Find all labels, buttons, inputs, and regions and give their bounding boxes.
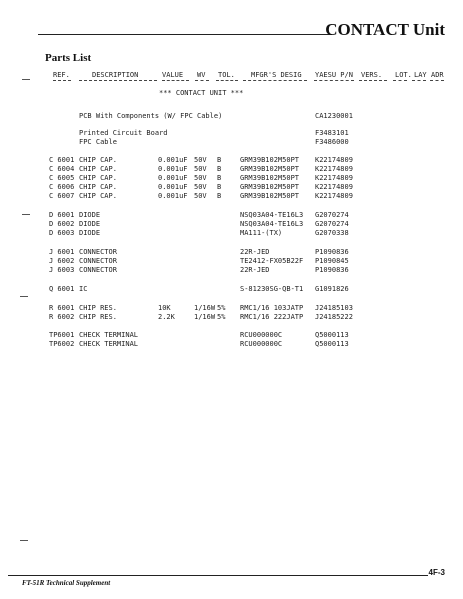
mfgr-desig-cell: GRM39B102M50PT: [240, 183, 300, 191]
description-cell: CHIP RES.: [79, 304, 117, 312]
part-number-cell: Q5000113: [315, 331, 349, 339]
mfgr-desig-cell: RMC1/16 103JATP: [240, 304, 304, 312]
mfgr-desig-cell: GRM39B102M50PT: [240, 165, 300, 173]
value-cell: 10K: [158, 304, 171, 312]
footer-rule: [8, 575, 428, 576]
col-vers: VERS.: [361, 71, 383, 79]
mfgr-desig-cell: 22R-JED: [240, 248, 270, 256]
part-number-cell: P1090836: [315, 266, 349, 274]
mfgr-desig-cell: TE2412-FX05B22F: [240, 257, 304, 265]
part-number-cell: G1091826: [315, 285, 349, 293]
description-cell: IC: [79, 285, 88, 293]
col-mfgr-desig: MFGR'S DESIG: [251, 71, 302, 79]
tol-cell: B: [217, 192, 222, 200]
underline-adr: [430, 80, 444, 81]
wv-cell: 50V: [194, 165, 207, 173]
col-value: VALUE: [162, 71, 184, 79]
description-cell: CONNECTOR: [79, 248, 117, 256]
value-cell: 0.001uF: [158, 192, 188, 200]
mfgr-desig-cell: GRM39B102M50PT: [240, 192, 300, 200]
description-cell: CHIP CAP.: [79, 174, 117, 182]
margin-mark: [22, 214, 30, 215]
part-number-cell: F3483101: [315, 129, 349, 137]
description-cell: CHIP CAP.: [79, 165, 117, 173]
part-number-cell: F3486000: [315, 138, 349, 146]
ref-cell: C 6004: [49, 165, 75, 173]
ref-cell: C 6006: [49, 183, 75, 191]
mfgr-desig-cell: NSQ03A04-TE16L3: [240, 211, 304, 219]
col-lot: LOT.: [395, 71, 412, 79]
underline-wv: [195, 80, 209, 81]
ref-cell: TP6002: [49, 340, 75, 348]
underline-ref: [53, 80, 71, 81]
unit-banner: *** CONTACT UNIT ***: [159, 89, 244, 97]
wv-cell: 50V: [194, 192, 207, 200]
tol-cell: 5%: [217, 313, 226, 321]
mfgr-desig-cell: S-81230SG-QB-T1: [240, 285, 304, 293]
description-cell: DIODE: [79, 211, 101, 219]
tol-cell: B: [217, 183, 222, 191]
part-number-cell: K22174809: [315, 156, 353, 164]
ref-cell: D 6001: [49, 211, 75, 219]
wv-cell: 50V: [194, 183, 207, 191]
part-number-cell: P1090845: [315, 257, 349, 265]
ref-cell: J 6002: [49, 257, 75, 265]
ref-cell: R 6002: [49, 313, 75, 321]
tol-cell: B: [217, 165, 222, 173]
tol-cell: B: [217, 174, 222, 182]
part-number-cell: K22174809: [315, 192, 353, 200]
part-number-cell: G2070338: [315, 229, 349, 237]
ref-cell: C 6007: [49, 192, 75, 200]
part-number-cell: J24185222: [315, 313, 353, 321]
ref-cell: C 6005: [49, 174, 75, 182]
description-cell: CHIP RES.: [79, 313, 117, 321]
part-number-cell: G2070274: [315, 220, 349, 228]
underline-lot: [393, 80, 407, 81]
description-cell: CONNECTOR: [79, 257, 117, 265]
col-adr: ADR: [431, 71, 444, 79]
col-wv: WV: [197, 71, 206, 79]
col-ref: REF.: [53, 71, 70, 79]
part-number-cell: CA1230001: [315, 112, 353, 120]
value-cell: 0.001uF: [158, 165, 188, 173]
description-cell: PCB With Components (W/ FPC Cable): [79, 112, 223, 120]
mfgr-desig-cell: GRM39B102M50PT: [240, 174, 300, 182]
description-cell: DIODE: [79, 220, 101, 228]
wv-cell: 50V: [194, 156, 207, 164]
ref-cell: TP6001: [49, 331, 75, 339]
value-cell: 2.2K: [158, 313, 175, 321]
part-number-cell: K22174809: [315, 183, 353, 191]
ref-cell: D 6003: [49, 229, 75, 237]
col-tol: TOL.: [218, 71, 235, 79]
description-cell: FPC Cable: [79, 138, 117, 146]
description-cell: CHIP CAP.: [79, 156, 117, 164]
part-number-cell: K22174809: [315, 174, 353, 182]
value-cell: 0.001uF: [158, 156, 188, 164]
mfgr-desig-cell: RCU000000C: [240, 331, 283, 339]
underline-description: [79, 80, 157, 81]
ref-cell: D 6002: [49, 220, 75, 228]
margin-mark: [22, 79, 30, 80]
description-cell: CONNECTOR: [79, 266, 117, 274]
part-number-cell: Q5000113: [315, 340, 349, 348]
mfgr-desig-cell: NSQ03A04-TE16L3: [240, 220, 304, 228]
mfgr-desig-cell: GRM39B102M50PT: [240, 156, 300, 164]
wv-cell: 50V: [194, 174, 207, 182]
ref-cell: C 6001: [49, 156, 75, 164]
page-number: 4F-3: [428, 568, 445, 577]
value-cell: 0.001uF: [158, 174, 188, 182]
value-cell: 0.001uF: [158, 183, 188, 191]
wv-cell: 1/16W: [194, 304, 216, 312]
ref-cell: J 6003: [49, 266, 75, 274]
part-number-cell: G2070274: [315, 211, 349, 219]
mfgr-desig-cell: RCU000000C: [240, 340, 283, 348]
underline-lay: [412, 80, 426, 81]
ref-cell: Q 6001: [49, 285, 75, 293]
tol-cell: B: [217, 156, 222, 164]
part-number-cell: P1090836: [315, 248, 349, 256]
col-yaesu-pn: YAESU P/N: [315, 71, 353, 79]
mfgr-desig-cell: 22R-JED: [240, 266, 270, 274]
header-rule: [38, 34, 332, 35]
parts-list-heading: Parts List: [45, 52, 92, 64]
underline-tol: [216, 80, 238, 81]
description-cell: CHIP CAP.: [79, 192, 117, 200]
mfgr-desig-cell: RMC1/16 222JATP: [240, 313, 304, 321]
underline-vers: [359, 80, 387, 81]
part-number-cell: K22174809: [315, 165, 353, 173]
underline-mfgr-desig: [243, 80, 307, 81]
part-number-cell: J24185103: [315, 304, 353, 312]
underline-value: [162, 80, 189, 81]
wv-cell: 1/16W: [194, 313, 216, 321]
underline-yaesu-pn: [314, 80, 354, 81]
ref-cell: R 6001: [49, 304, 75, 312]
section-title: CONTACT Unit: [325, 20, 445, 39]
description-cell: CHECK TERMINAL: [79, 331, 139, 339]
description-cell: Printed Circuit Board: [79, 129, 168, 137]
margin-mark: [20, 296, 28, 297]
col-description: DESCRIPTION: [92, 71, 139, 79]
tol-cell: 5%: [217, 304, 226, 312]
margin-mark: [20, 540, 28, 541]
col-lay: LAY: [414, 71, 427, 79]
description-cell: DIODE: [79, 229, 101, 237]
manual-title: FT-51R Technical Supplement: [22, 579, 111, 587]
description-cell: CHIP CAP.: [79, 183, 117, 191]
description-cell: CHECK TERMINAL: [79, 340, 139, 348]
mfgr-desig-cell: MA111-(TX): [240, 229, 283, 237]
ref-cell: J 6001: [49, 248, 75, 256]
